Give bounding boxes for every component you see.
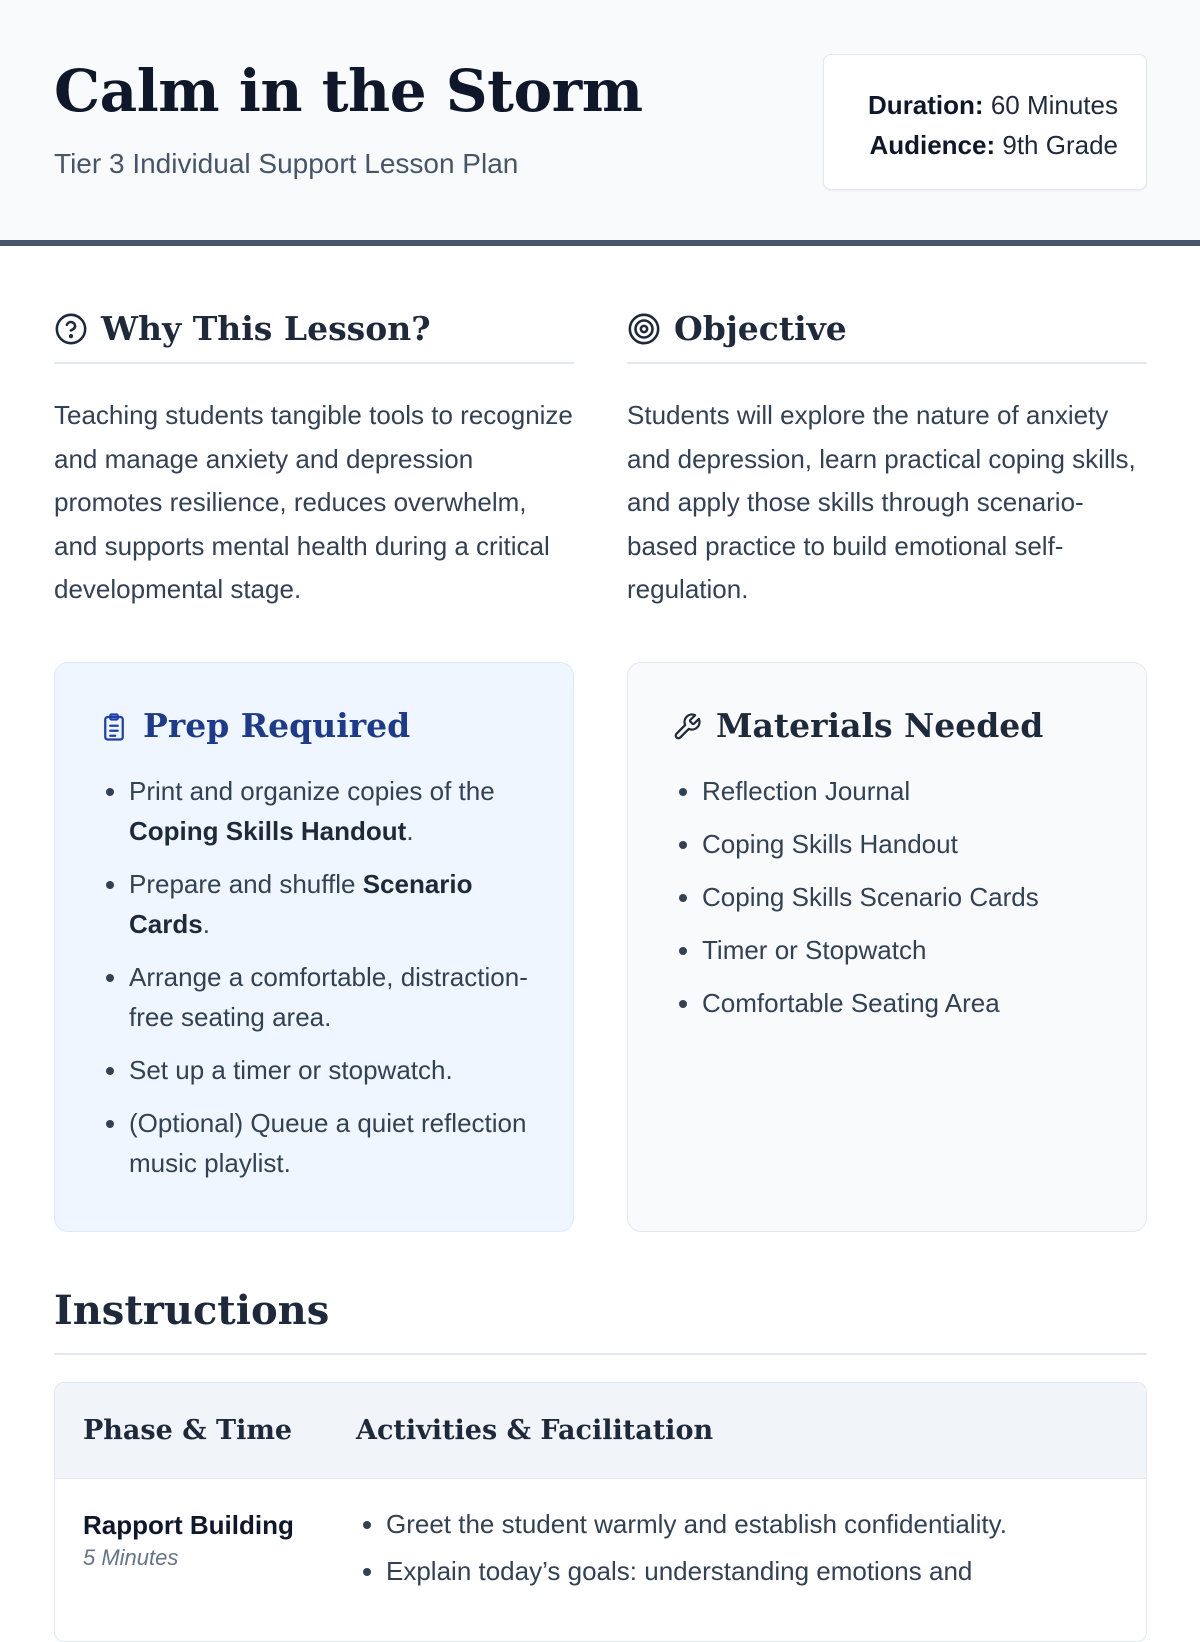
prep-required-card <box>54 662 574 1232</box>
objective-section-heading <box>627 302 1147 364</box>
table-header <box>55 1383 1146 1479</box>
list-item: • Coping Skills Handout <box>702 824 1106 864</box>
list-item: • Timer or Stopwatch <box>702 930 1106 970</box>
prep-list <box>99 771 533 1183</box>
audience-label: Audience: <box>869 130 996 160</box>
target-icon <box>627 312 661 346</box>
materials-card-heading <box>672 701 1106 753</box>
lesson-header <box>0 0 1200 246</box>
prep-card-heading <box>99 701 533 753</box>
page-title: Calm in the Storm <box>54 57 643 125</box>
list-item: • Prepare and shuffle Scenario Cards. <box>129 864 533 944</box>
clipboard-icon <box>99 712 129 742</box>
question-circle-icon <box>54 312 88 346</box>
instructions-divider <box>54 1353 1147 1355</box>
phase-name: Rapport Building <box>83 1510 294 1540</box>
duration-line <box>824 85 1118 125</box>
duration-label: Duration: <box>868 90 984 120</box>
materials-needed-card <box>627 662 1147 1232</box>
duration-value: 60 Minutes <box>990 90 1118 120</box>
prep-heading-label: Prep Required <box>143 706 411 745</box>
instructions-heading: Instructions <box>54 1287 330 1334</box>
objective-heading-label: Objective <box>674 309 847 348</box>
page-subtitle: Tier 3 Individual Support Lesson Plan <box>54 148 519 179</box>
list-item: • Print and organize copies of the Coping Skills Handout. <box>129 771 533 851</box>
column-header-activities: Activities & Facilitation <box>356 1415 714 1446</box>
table-row-phase-cell <box>83 1507 343 1573</box>
table-row-activities <box>356 1505 1136 1599</box>
why-body-text: Teaching students tangible tools to recognize and manage anxiety and depression promotes resilience, reduces overwhelm, and supports mental health during a critical developmental stage. <box>54 400 573 604</box>
list-item: • Reflection Journal <box>702 771 1106 811</box>
list-item: • Greet the student warmly and establish confidentiality. <box>386 1505 1136 1543</box>
lesson-meta-box <box>823 54 1147 190</box>
phase-time: 5 Minutes <box>83 1545 179 1570</box>
wrench-icon <box>672 712 702 742</box>
materials-heading-label: Materials Needed <box>716 706 1044 745</box>
audience-line <box>824 125 1118 165</box>
list-item: • Comfortable Seating Area <box>702 983 1106 1023</box>
list-item: • Arrange a comfortable, distraction-free seating area. <box>129 957 533 1037</box>
instructions-table <box>54 1382 1147 1642</box>
list-item: • Coping Skills Scenario Cards <box>702 877 1106 917</box>
column-header-phase: Phase & Time <box>83 1415 293 1446</box>
list-item: • Set up a timer or stopwatch. <box>129 1050 533 1090</box>
materials-list <box>672 771 1106 1023</box>
objective-body-text: Students will explore the nature of anxiety and depression, learn practical coping skills, and apply those skills through scenario-based practice to build emotional self-regulation. <box>627 400 1136 604</box>
why-heading-label: Why This Lesson? <box>101 309 431 348</box>
audience-value: 9th Grade <box>1002 130 1118 160</box>
list-item: • Explain today’s goals: understanding emotions and <box>386 1552 1136 1590</box>
why-section-heading <box>54 302 574 364</box>
list-item: • (Optional) Queue a quiet reflection music playlist. <box>129 1103 533 1183</box>
